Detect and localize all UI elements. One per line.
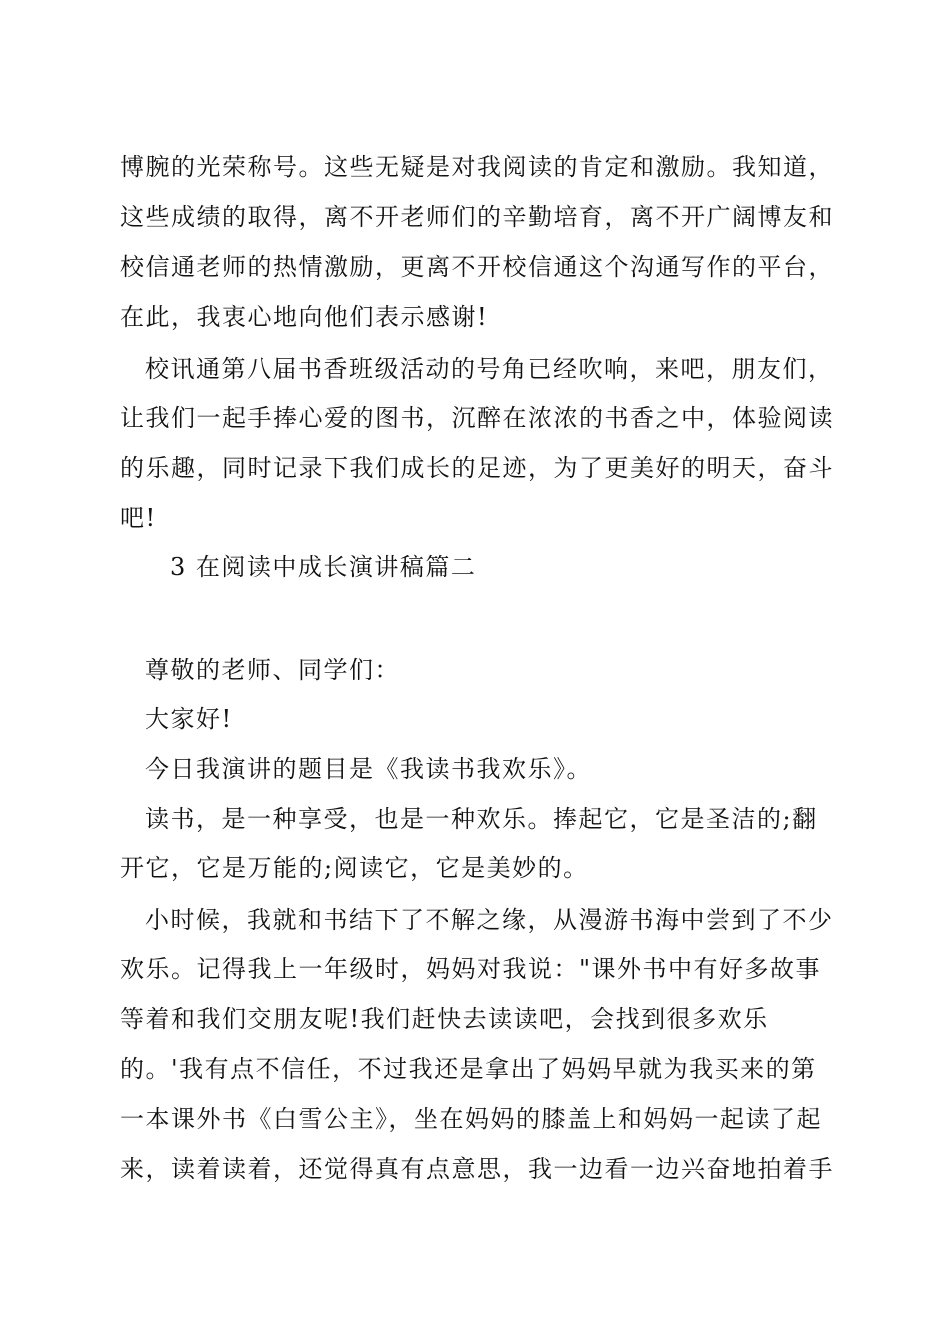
paragraph-2-line-4: 吧! [120, 504, 157, 532]
paragraph-childhood-line-6: 来，读着读着，还觉得真有点意思，我一边看一边兴奋地拍着手 [120, 1155, 834, 1183]
salutation: 尊敬的老师、同学们： [145, 656, 400, 684]
paragraph-childhood-line-4: 的。'我有点不信任，不过我还是拿出了妈妈早就为我买来的第 [120, 1055, 817, 1083]
speech-topic: 今日我演讲的题目是《我读书我欢乐》。 [145, 755, 592, 783]
paragraph-childhood-line-1: 小时候，我就和书结下了不解之缘，从漫游书海中尝到了不少 [145, 906, 834, 934]
paragraph-childhood-line-5: 一本课外书《白雪公主》，坐在妈妈的膝盖上和妈妈一起读了起 [120, 1105, 822, 1133]
greeting: 大家好! [145, 705, 233, 733]
paragraph-1-line-2: 这些成绩的取得，离不开老师们的辛勤培育，离不开广阔博友和 [120, 203, 834, 231]
paragraph-2-line-1: 校讯通第八届书香班级活动的号角已经吹响，来吧，朋友们， [145, 355, 834, 383]
paragraph-1-line-3: 校信通老师的热情激励，更离不开校信通这个沟通写作的平台， [120, 253, 834, 281]
paragraph-childhood-line-3: 等着和我们交朋友呢!我们赶快去读读吧，会找到很多欢乐 [120, 1005, 769, 1033]
paragraph-2-line-3: 的乐趣，同时记录下我们成长的足迹，为了更美好的明天，奋斗 [120, 454, 834, 482]
paragraph-reading-line-1: 读书，是一种享受，也是一种欢乐。捧起它，它是圣洁的;翻 [145, 805, 818, 833]
paragraph-2-line-2: 让我们一起手捧心爱的图书，沉醉在浓浓的书香之中，体验阅读 [120, 404, 834, 432]
paragraph-reading-line-2: 开它，它是万能的;阅读它，它是美妙的。 [120, 854, 589, 882]
paragraph-childhood-line-2: 欢乐。记得我上一年级时，妈妈对我说："课外书中有好多故事 [120, 955, 822, 983]
paragraph-1-line-4: 在此，我衷心地向他们表示感谢! [120, 303, 489, 331]
section-heading: 3 在阅读中成长演讲稿篇二 [170, 553, 477, 581]
paragraph-1-line-1: 博腕的光荣称号。这些无疑是对我阅读的肯定和激励。我知道， [120, 153, 834, 181]
